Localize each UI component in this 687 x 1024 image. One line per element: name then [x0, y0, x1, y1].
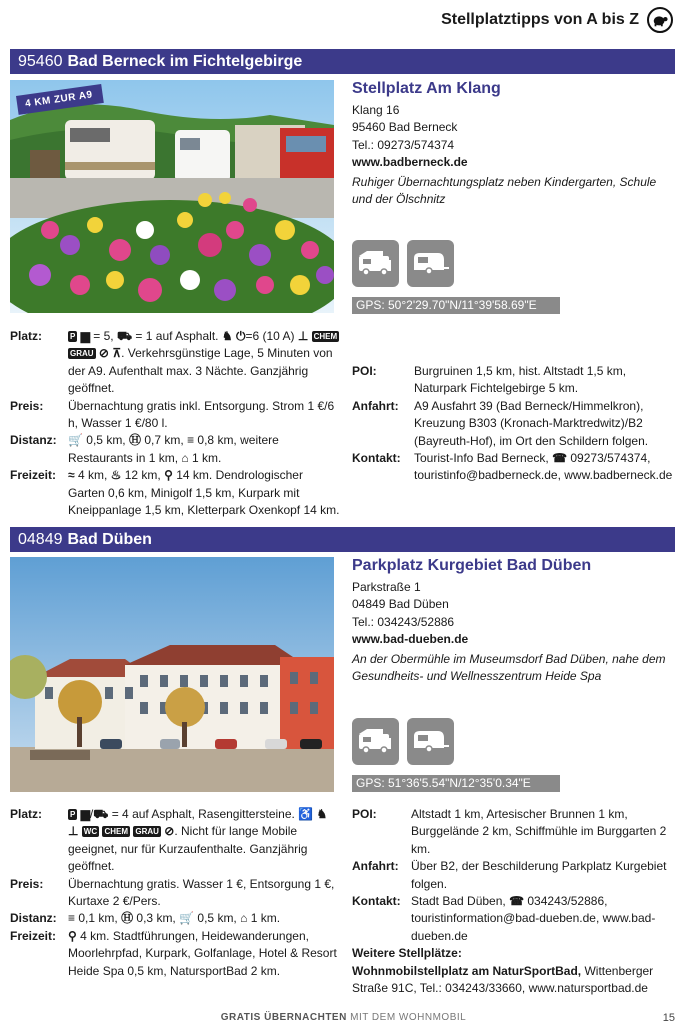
poi-value: Altstadt 1 km, Artesischer Brunnen 1 km, Burggelände 2 km, Schiffmühle im Burggarten 2 km.: [411, 807, 667, 856]
section-bar-bad-dueben: [10, 527, 675, 552]
weitere-entry: [352, 963, 677, 998]
site-description: An der Obermühle im Museumsdorf Bad Düben, nahe dem Gesundheits- und Wellnesszentrum Heide Spa: [352, 651, 666, 683]
wheelchair-icon: ♿: [298, 807, 314, 821]
site-phone: Tel.: 09273/574374: [352, 137, 455, 152]
toilet-dump-icon: ⊼: [112, 346, 122, 361]
kontakt-name: Stadt Bad Düben,: [411, 894, 506, 909]
parking-icon: P: [70, 810, 76, 819]
site-town: 95460 Bad Berneck: [352, 120, 458, 134]
platz-count: = 4 auf Asphalt, Rasengittersteine.: [111, 807, 295, 821]
site-info-1: [352, 80, 677, 209]
shopping-cart-icon: 🛒: [179, 911, 195, 926]
freizeit-text: 14 km. Dendrologischer Garten 0,6 km, Minigolf 1,5 km, Kurpark mit Kneippanlage 1,5 km, Kletterpark Oxenkopf 14 km.: [68, 468, 340, 518]
site-phone: Tel.: 034243/52886: [352, 614, 455, 629]
freizeit-label: Freizeit:: [10, 468, 57, 483]
gps-coordinates: GPS: 50°2'29.70"N/11°39'58.69"E: [352, 297, 560, 314]
site-name: Stellplatz Am Klang: [352, 80, 501, 97]
freizeit-row: [10, 467, 340, 519]
section-city: Bad Düben: [67, 530, 152, 548]
platz-row: [10, 328, 340, 398]
details-right-2: [352, 806, 677, 997]
preis-label: Preis:: [10, 876, 44, 891]
poi-value: Burgruinen 1,5 km, hist. Altstadt 1,5 km, Naturpark Fichtelgebirge 5 km.: [414, 364, 627, 396]
kontakt-details: 034243/52886, touristinformation@bad-dueben.de, www.bad-dueben.de: [411, 894, 656, 943]
platz-power: =6: [245, 329, 260, 343]
anfahrt-value: A9 Ausfahrt 39 (Bad Berneck/Himmelkron), Kreuzung B303 (Kronach-Marktredwitz)/B2 (Bayreuth-Hof), im Ort den Schildern folgen.: [414, 398, 649, 448]
platz-value: P ▆/⛟ = 4 auf Asphalt, Rasengittersteine. ♿ ♞ ⊥ WC CHEM GRAU ⊘. Nicht für lange Mobile geeignet, nur für Kurzaufenthalte. Ganzjährig geöffnet.: [68, 807, 328, 874]
platz-text: . Nicht für lange Mobile geeignet, nur für Kurzaufenthalte. Ganzjährig geöffnet.: [68, 824, 308, 874]
car-caravan-icon: ⛟: [93, 807, 109, 821]
caravan-icon: [407, 240, 454, 287]
distanz-restaurant: 0,8 km, weitere Restaurants in 1 km,: [68, 433, 279, 465]
distanz-label: Distanz:: [10, 911, 57, 926]
distance-badge: 4 KM ZUR A9: [16, 84, 104, 115]
site-town: 04849 Bad Düben: [352, 597, 449, 611]
platz-text: . Verkehrsgünstige Lage, 5 Minuten von der A9. Aufenthalt max. 3 Nächte. Ganzjährig geöffnet.: [68, 346, 333, 396]
page-header: [441, 6, 673, 34]
hospital-icon: Ⓗ: [129, 433, 142, 448]
kontakt-label: Kontakt:: [352, 894, 401, 909]
restaurant-icon: ≡: [187, 433, 195, 448]
phone-icon: ☎: [552, 451, 568, 466]
category-icons-1: [352, 240, 454, 287]
distanz-hospital: 0,7 km,: [144, 433, 184, 448]
kontakt-value: [414, 450, 677, 485]
poi-label: POI:: [352, 364, 377, 378]
freizeit-label: Freizeit:: [10, 928, 57, 943]
photo-stellplatz-am-klang: [10, 80, 334, 313]
site-street: Klang 16: [352, 102, 400, 117]
preis-value: Übernachtung gratis inkl. Entsorgung. Strom 1 €/6 h, Wasser 1 €/80 l.: [68, 398, 335, 431]
site-website[interactable]: www.badberneck.de: [352, 155, 468, 169]
shopping-cart-icon: 🛒: [68, 433, 83, 448]
bus-stop-icon: ⌂: [181, 450, 189, 465]
preis-row: [10, 876, 340, 911]
kontakt-details: 09273/574374, touristinfo@badberneck.de, www.badberneck.de: [414, 451, 673, 483]
turtle-logo-icon: [647, 7, 673, 33]
anfahrt-row: [352, 398, 677, 450]
grau-icon: GRAU: [135, 827, 159, 837]
dog-icon: ♞: [221, 329, 233, 343]
footer: [0, 1012, 687, 1023]
footer-bold: GRATIS ÜBERNACHTEN: [220, 1012, 347, 1023]
water-tap-icon: ⊥: [68, 824, 79, 839]
distanz-shop: 0,5 km,: [197, 911, 237, 926]
water-tap-icon: ⊥: [297, 329, 309, 343]
motorhome-icon: [352, 718, 399, 765]
parking-icon: P: [70, 332, 76, 341]
site-street: Parkstraße 1: [352, 579, 421, 594]
motorhome-small-icon: ▆: [80, 329, 90, 343]
motorhome-icon: [352, 240, 399, 287]
platz-label: Platz:: [10, 329, 43, 343]
swimming-icon: ≈: [68, 468, 75, 483]
restaurant-icon: ≡: [68, 911, 76, 926]
section-bar-bad-berneck: [10, 49, 675, 74]
details-left-1: [10, 328, 340, 519]
site-info-2: [352, 557, 677, 686]
distanz-hospital: 0,3 km,: [136, 911, 176, 926]
freizeit-swim: 4 km,: [77, 468, 108, 483]
preis-value: Übernachtung gratis. Wasser 1 €, Entsorgung 1 €, Kurtaxe 2 €/Pers.: [68, 876, 335, 909]
chem-icon: CHEM: [313, 332, 338, 341]
distanz-bus: 1 km.: [191, 450, 222, 465]
caravan-icon: [407, 718, 454, 765]
weitere-name: Wohnmobilstellplatz am NaturSportBad,: [352, 963, 582, 978]
kontakt-row: [352, 450, 677, 485]
dog-icon: ♞: [316, 807, 328, 821]
platz-label: Platz:: [10, 807, 43, 821]
poi-label: POI:: [352, 807, 377, 821]
platz-count-1: = 5,: [93, 329, 114, 343]
category-icons-2: [352, 718, 454, 765]
bicycle-icon: ⚲: [68, 928, 77, 943]
distanz-row: [10, 910, 340, 927]
spa-icon: ♨: [110, 468, 122, 483]
section-city: Bad Berneck im Fichtelgebirge: [67, 52, 303, 70]
no-wc-icon: ⊘: [164, 824, 175, 839]
weitere-title: Weitere Stellplätze:: [352, 946, 462, 961]
car-caravan-icon: ⛟: [116, 329, 133, 343]
poi-row: [352, 363, 677, 398]
footer-rest: MIT DEM WOHNMOBIL: [350, 1012, 467, 1023]
freizeit-row: [10, 928, 340, 980]
motorhome-small-icon: ▆: [80, 807, 90, 821]
site-description: Ruhiger Übernachtungsplatz neben Kindergarten, Schule und der Ölschnitz: [352, 174, 657, 206]
distanz-value: [68, 432, 340, 467]
platz-value: [68, 328, 340, 398]
preis-row: [10, 398, 340, 433]
freizeit-value: [68, 467, 340, 519]
photo-parkplatz-kurgebiet: [10, 557, 334, 792]
platz-row: [10, 806, 340, 876]
distanz-shop: 0,5 km,: [86, 433, 126, 448]
platz-count-2: = 1 auf Asphalt.: [135, 329, 219, 343]
distanz-bus: 1 km.: [250, 911, 281, 926]
distanz-label: Distanz:: [10, 433, 57, 448]
poi-row: [352, 806, 677, 858]
phone-icon: ☎: [509, 894, 525, 909]
grau-icon: GRAU: [70, 349, 94, 359]
power-plug-icon: ⏻: [235, 329, 246, 343]
details-right-1: [352, 363, 677, 485]
bus-stop-icon: ⌂: [240, 911, 248, 926]
platz-amp: (10 A): [262, 329, 295, 343]
site-name: Parkplatz Kurgebiet Bad Düben: [352, 557, 592, 574]
anfahrt-value: Über B2, der Beschilderung Parkplatz Kurgebiet folgen.: [411, 859, 667, 891]
distanz-restaurant: 0,1 km,: [78, 911, 118, 926]
anfahrt-label: Anfahrt:: [352, 859, 399, 874]
freizeit-value: [68, 928, 340, 980]
hospital-icon: Ⓗ: [121, 911, 134, 926]
kontakt-name: Tourist-Info Bad Berneck,: [414, 451, 549, 466]
site-website[interactable]: www.bad-dueben.de: [352, 632, 469, 646]
freizeit-spa: 12 km,: [124, 468, 161, 483]
bicycle-icon: ⚲: [164, 468, 173, 483]
distanz-row: [10, 432, 340, 467]
kontakt-row: [352, 893, 677, 945]
kontakt-label: Kontakt:: [352, 451, 401, 466]
gps-coordinates: GPS: 51°36'5.54"N/12°35'0.34"E: [352, 775, 560, 792]
page-title: Stellplatztipps von A bis Z: [441, 11, 639, 28]
kontakt-value: [411, 893, 677, 945]
anfahrt-label: Anfahrt:: [352, 398, 399, 413]
distanz-value: [68, 910, 340, 927]
no-wc-icon: ⊘: [98, 346, 109, 361]
preis-label: Preis:: [10, 398, 44, 413]
weitere-text: Wittenberger Straße 91C, Tel.: 034243/33660, www.natursportbad.de: [352, 963, 654, 996]
chem-icon: CHEM: [104, 827, 129, 837]
section-plz: 04849: [18, 530, 63, 548]
freizeit-text: 4 km. Stadtführungen, Heidewanderungen, Moorlehrpfad, Kurpark, Golfanlage, Hotel & Resort Heide Spa 0,5 km, NatursportBad 2 km.: [68, 928, 337, 978]
anfahrt-row: [352, 858, 677, 893]
wc-icon: WC: [83, 827, 98, 837]
page-number: 15: [662, 1012, 675, 1024]
section-plz: 95460: [18, 52, 63, 70]
details-left-2: [10, 806, 340, 980]
